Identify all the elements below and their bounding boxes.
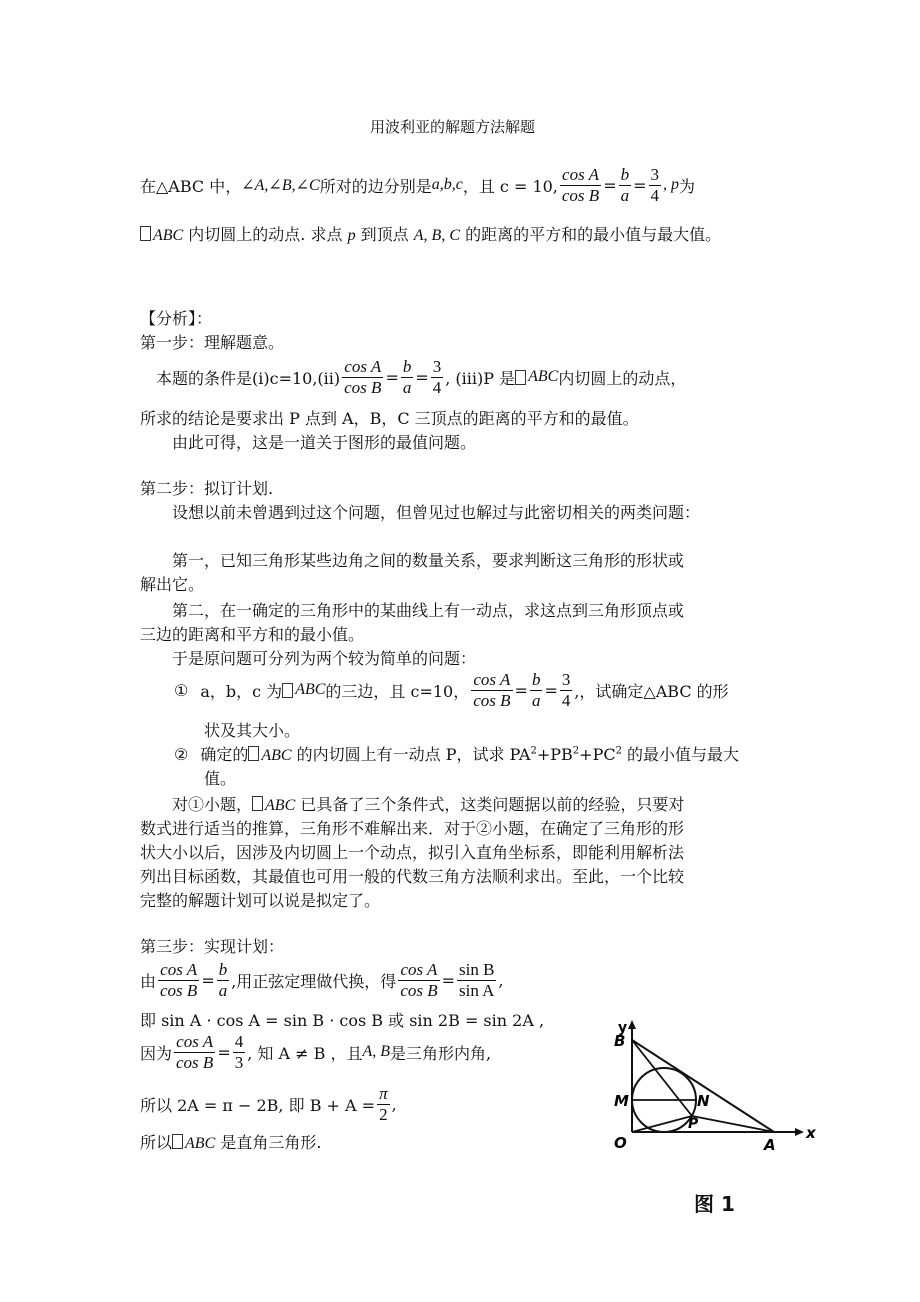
step-2-para-line-2: 数式进行适当的推算，三角形不难解出来．对于②小题，在确定了三角形的形 [140,819,685,838]
fraction-cos [471,670,512,711]
fraction-numerator: cos A [398,960,439,981]
step-text: , [498,970,504,990]
equals-sign: = [217,1042,231,1062]
step-text: 是三角形内角, [390,1043,492,1063]
triangle-name: ABC [261,747,292,764]
fraction-numerator: b [218,959,228,979]
triangle-symbol-icon [248,746,259,761]
fraction-cos [174,1032,215,1073]
step-2-heading: 第二步：拟订计划. [140,479,274,498]
label-O: O [614,1134,627,1152]
step-2-line-1: 设想以前未曾遇到过这个问题，但曾见过也解过与此密切相关的两类问题： [172,503,701,522]
step-1-heading: 第一步：理解题意。 [140,333,285,352]
step-3-line-5 [140,1130,321,1153]
fraction-numerator: 3 [432,356,442,376]
problem-var-p: p [347,227,356,244]
problem-text: 内切圆上的动点. 求点 [183,225,348,244]
sub-problem-2-line-2: 值。 [204,769,237,788]
fraction-numerator: 3 [561,669,571,689]
sub-problem-1-line-2: 状及其大小。 [204,721,301,740]
equals-sign: = [633,175,647,195]
problem-line-2 [140,222,721,245]
item-marker: ① [174,680,189,700]
item-text: +PB [536,745,573,764]
fraction-denominator: a [620,185,630,205]
fraction-pi-2 [377,1084,390,1125]
step-2-line-6: 于是原问题可分列为两个较为简单的问题： [172,649,477,668]
fraction-numerator: cos A [342,357,383,378]
step-text: 内切圆上的动点， [558,368,687,388]
step-2-para-line-1 [172,792,684,815]
item-text: 的最小值与最大 [621,745,740,764]
triangle-symbol-icon [172,1134,183,1149]
fraction-numerator: cos A [174,1032,215,1053]
fraction-denominator: a [531,690,541,710]
angles-ab: A, B [362,1043,391,1060]
step-3-line-2: 即 sin A · cos A = sin B · cos B 或 sin 2B = sin 2A , [140,1011,545,1030]
fraction-denominator: cos B [561,185,600,205]
step-text: 是直角三角形. [215,1133,322,1152]
fraction-denominator: 4 [432,377,442,397]
y-axis-arrow-icon [628,1020,636,1029]
step-2-line-2: 第一，已知三角形某些边角之间的数量关系，要求判断这三角形的形状或 [172,551,685,570]
problem-angles: ∠A,∠B,∠C [241,177,320,194]
triangle-name: ABC [295,681,326,698]
fraction-numerator: sin B [459,959,495,979]
fraction-cos [398,960,439,1001]
triangle-name: ABC [185,1135,216,1152]
superscript: 2 [530,745,537,757]
problem-sides: a,b,c [431,176,463,193]
item-text: +PC [579,745,616,764]
fraction-numerator: cos A [158,960,199,981]
problem-var-p: , p [663,176,679,193]
equals-sign: = [415,367,429,387]
problem-text: 在△ABC 中， [140,176,242,196]
fraction-numerator: 4 [234,1031,244,1051]
fraction-cos [560,165,601,206]
problem-text: ，且 c = 10, [462,176,558,196]
equals-sign: = [514,680,528,700]
step-2-line-5: 三边的距离和平方和的最小值。 [140,625,365,644]
step-3-heading: 第三步：实现计划： [140,937,285,956]
fraction-denominator: 3 [234,1052,244,1072]
fraction-numerator: b [402,356,412,376]
fraction-denominator: 4 [561,690,571,710]
item-text: 确定的 [200,745,249,764]
step-1-conditions [156,354,686,400]
step-text: 所以 [140,1133,173,1152]
step-3-line-3 [140,1028,491,1076]
step-2-line-4: 第二，在一确定的三角形中的某曲线上有一动点，求这点到三角形顶点或 [172,601,685,620]
step-text: 因为 [140,1043,173,1063]
fraction-denominator: cos B [344,377,382,397]
fraction-cos [158,960,199,1001]
x-axis-arrow-icon [795,1128,804,1136]
fraction-b-a [619,165,632,206]
analysis-heading: 【分析】： [140,309,213,328]
figure-1-diagram [600,1020,840,1165]
triangle-symbol-icon [515,370,526,385]
triangle-symbol-icon [252,796,263,811]
page-title: 用波利亚的解题方法解题 [370,118,536,136]
fraction-denominator: a [402,377,412,397]
fraction-b-a [530,670,543,711]
fraction-numerator: b [531,669,541,689]
item-marker: ② [174,745,189,764]
fraction-numerator: cos A [471,670,512,691]
step-2-para-line-5: 完整的解题计划可以说是拟定了。 [140,891,381,910]
triangle-symbol-icon [282,683,293,698]
step-text: , (iii)P 是 [445,368,516,388]
fraction-denominator: sin A [459,980,495,1000]
label-B: B [614,1032,626,1050]
problem-text: 到顶点 [355,225,414,244]
problem-line-1 [140,162,695,208]
figure-caption: 图 1 [694,1192,735,1216]
label-N: N [697,1092,710,1110]
step-2-para-line-3: 状大小以后，因涉及内切圆上一个动点，拟引入直角坐标系，即能利用解析法 [140,843,685,862]
problem-text: 的距离的平方和的最小值与最大值。 [459,225,722,244]
step-text: , 知 A ≠ B ，且 [247,1043,363,1063]
problem-text: 所对的边分别是 [319,176,432,196]
step-1-line-3: 由此可得，这是一道关于图形的最值问题。 [172,433,477,452]
fraction-numerator: b [620,164,630,184]
para-text: 对①小题， [172,795,253,814]
fraction-denominator: cos B [473,690,511,710]
label-M: M [614,1092,629,1110]
fraction-3-4 [560,670,573,711]
step-2-para-line-4: 列出目标函数，其最值也可用一般的代数三角方法顺利求出。至此，一个比较 [140,867,685,886]
equals-sign: = [441,970,456,990]
triangle-name: ABC [528,368,559,385]
item-text: 的内切圆上有一动点 P，试求 PA [291,745,531,764]
segment-OP [632,1116,692,1132]
fraction-denominator: cos B [400,980,438,1000]
fraction-4-3 [233,1032,246,1073]
fraction-b-a [217,960,230,1001]
triangle-name: ABC [153,227,184,244]
fraction-numerator: 3 [650,164,659,184]
fraction-denominator: cos B [160,980,198,1000]
step-3-line-4 [140,1080,397,1128]
equals-sign: = [544,680,558,700]
fraction-sin [457,960,496,1001]
step-2-line-3: 解出它。 [140,575,205,594]
item-text: a，b，c 为 [200,681,283,701]
equals-sign: = [385,367,399,387]
triangle-name: ABC [265,797,296,814]
fraction-b-a [401,357,414,398]
para-text: 已具备了三个条件式，这类问题据以前的经验，只要对 [295,795,685,814]
step-1-line-2: 所求的结论是要求出 P 点到 A，B，C 三顶点的距离的平方和的最值。 [140,409,639,428]
fraction-3-4 [431,357,444,398]
label-P: P [688,1116,699,1132]
step-text: 由 [140,971,157,991]
step-text: ,用正弦定理做代换，得 [231,971,397,991]
fraction-denominator: cos B [176,1052,214,1072]
step-text: 所以 2A = π − 2B, 即 B + A = [140,1095,376,1115]
fraction-denominator: a [218,980,228,1000]
label-y: y [618,1020,628,1036]
fraction-denominator: 4 [650,185,659,205]
equals-sign: = [201,970,215,990]
fraction-numerator: π [379,1083,388,1103]
equals-sign: = [603,175,617,195]
item-text: 的三边，且 c=10， [325,681,470,701]
fraction-3-4 [649,165,662,206]
sub-problem-1 [174,666,729,714]
step-3-line-1 [140,956,504,1004]
problem-text: 为 [679,176,696,196]
fraction-denominator: 2 [379,1104,388,1124]
label-x: x [806,1124,816,1142]
superscript: 2 [572,745,580,757]
problem-vertices: A, B, C [413,227,460,244]
step-text: 本题的条件是(i)c=10,(ii) [156,368,341,388]
triangle-symbol-icon [140,226,151,241]
label-A: A [764,1136,776,1154]
sub-problem-2 [174,742,739,765]
superscript: 2 [615,745,622,757]
step-text: , [391,1094,397,1114]
item-text: ,，试确定△ABC 的形 [574,681,729,701]
fraction-numerator: cos A [560,165,601,186]
fraction-cos [342,357,383,398]
